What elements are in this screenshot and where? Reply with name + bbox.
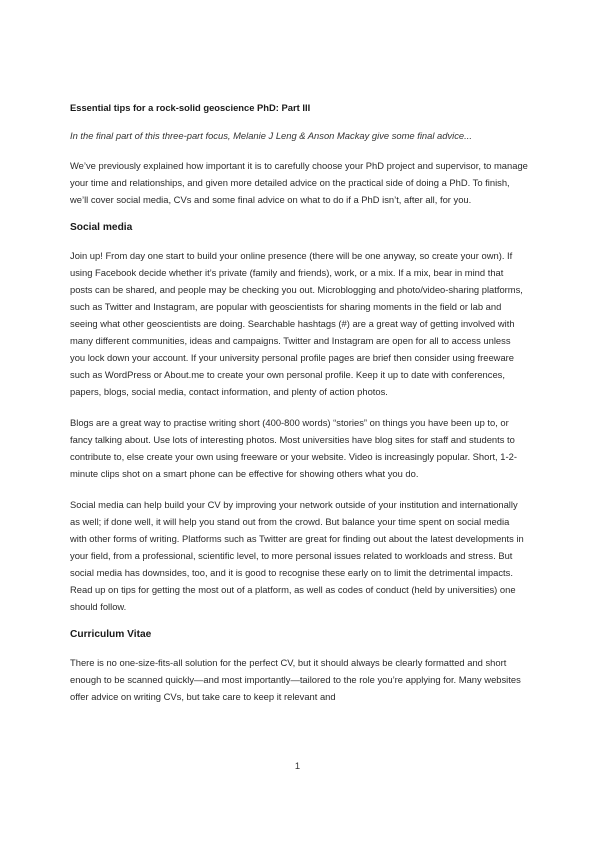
social-media-paragraph-2: Blogs are a great way to practise writing short (400-800 words) “stories” on things you have been up to, or fancy talking about. Use lots of interesting photos. Most universities have blog sites for staff and students to contribute to, else create your own using freeware or your website. Video is increasingly popular. Short, 1-2-minute clips shot on a smart phone can be effective for showing others what you do.: [70, 417, 517, 479]
page-number: 1: [294, 760, 301, 771]
social-media-paragraph-1: Join up! From day one start to build your online presence (there will be one anyway, so create your own). If using Facebook decide whether it’s private (family and friends), work, or a mix. If a mix, bear in mind that posts can be shared, and people may be checking you out. Microblogging and photo/video-sharing platforms, such as Twitter and Instagram, are popular with geoscientists for sharing moments in the field or lab and seeing what other geoscientists are doing. Searchable hashtags (#) are a great way of getting involved with many different communities, ideas and campaigns. Twitter and Instagram are open for all to access unless you lock down your account. If your university personal profile pages are brief then consider using freeware such as WordPress or About.me to create your own personal profile. Keep it up to date with conferences, papers, blogs, social media, contact information, and plenty of action photos.: [70, 250, 523, 397]
section-heading-curriculum-vitae: Curriculum Vitae: [70, 629, 152, 640]
opening-paragraph: We’ve previously explained how important it is to carefully choose your PhD project and supervisor, to manage your time and relationships, and given more detailed advice on the practical side of doing a PhD. To finish, we’ll cover social media, CVs and some final advice on what to do if a PhD isn’t, after all, for you.: [70, 160, 528, 205]
document-body: [70, 102, 528, 719]
social-media-paragraph-3: Social media can help build your CV by improving your network outside of your institution and internationally as well; if done well, it will help you stand out from the crowd. But balance your time spent on social media with other forms of writing. Platforms such as Twitter are great for finding out about the latest developments in your field, from a professional, scientific level, to more personal issues related to workloads and stress. But social media has downsides, too, and it is good to recognise these early on to limit the detrimental impacts. Read up on tips for getting the most out of a platform, as well as codes of conduct (held by universities) one should follow.: [70, 499, 524, 612]
article-title: Essential tips for a rock-solid geoscience PhD: Part III: [70, 102, 311, 113]
cv-paragraph-1: There is no one-size-fits-all solution for the perfect CV, but it should always be clearly formatted and short enough to be scanned quickly—and most importantly—tailored to the role you’re applying for. Many websites offer advice on writing CVs, but take care to keep it relevant and: [70, 657, 521, 702]
article-intro: In the final part of this three-part focus, Melanie J Leng & Anson Mackay give some final advice...: [70, 130, 472, 141]
section-heading-social-media: Social media: [70, 222, 133, 233]
